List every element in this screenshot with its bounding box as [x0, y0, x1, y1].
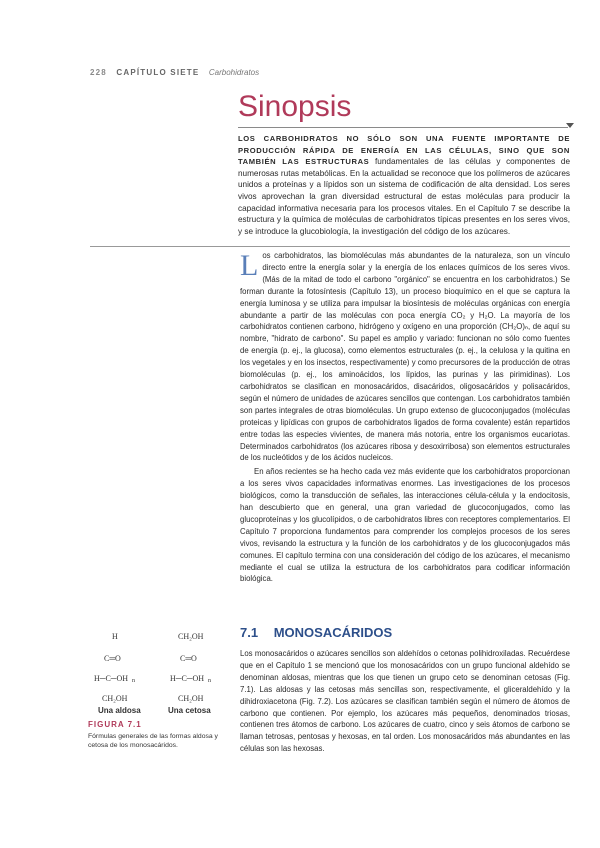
section-number: 7.1: [240, 625, 259, 640]
aldose-h-top: H: [112, 632, 118, 641]
aldose-ch2oh-bottom: CH₂OH: [102, 694, 128, 703]
section-paragraph: Los monosacáridos o azúcares sencillos son aldehídos o cetonas polihidroxiladas. Recuérdese que en el Capítulo 1 se mencionó que los monosacáridos con un grupo funcional aldehído se denominan aldosas, mientras que los que tienen un grupo ceto se denominan cetosas (Fig. 7.1). Las aldosas y las cetosas más sencillas son, respectivamente, el gliceraldehído y la dihidroxiacetona (Fig. 7.2). Los azúcares se clasifican también según el número de átomos de carbono que contienen. Por ejemplo, los azúcares más pequeños, denominados triosas, contienen tres átomos de carbono. Los azúcares de cuatro, cinco y seis átomos de carbono se llaman tetrosas, pentosas y hexosas, en tal orden. Los monosacáridos más abundantes en las células son las hexosas.: [240, 649, 570, 754]
chapter-subtitle: Carbohidratos: [208, 68, 260, 77]
drop-cap: L: [240, 249, 259, 282]
aldose-label: Una aldosa: [98, 706, 141, 715]
section-body: [240, 648, 570, 755]
ketose-chain-n: n: [208, 678, 211, 684]
page-title: Sinopsis: [238, 90, 352, 123]
ketose-chain-unit: H─C─OH: [170, 674, 205, 683]
title-rule: [238, 127, 568, 128]
page-number: 228: [90, 68, 107, 77]
section-divider: [90, 246, 570, 247]
chapter-label: CAPÍTULO SIETE: [116, 68, 200, 77]
running-header: [90, 68, 259, 77]
lead-caps: LOS CARBOHIDRATOS NO SÓLO SON UNA FUENTE IMPORTANTE DE PRODUCCIÓN RÁPIDA DE ENERGÍA EN LAS CÉLULAS, SINO QUE SON TAMBIÉN LAS ESTRUCTURAS: [238, 134, 570, 167]
lead-text: fundamentales de las células y componentes de numerosas rutas metabólicas. En la actualidad se reconoce que los polímeros de azúcares unidos a proteínas y a lípidos son un sistema de codificación de alta densidad. Los seres vivos aprovechan la gran diversidad estructural de estas moléculas para producir la capacidad informativa necesaria para los procesos vitales. En el Capítulo 7 se describe la estructura y la química de moléculas de carbohidratos típicas presentes en los seres vivos, y se introduce la glucobiología, la investigación del código de los azúcares.: [238, 157, 570, 236]
aldose-chain-unit: H─C─OH: [94, 674, 129, 683]
ketose-carbonyl: C═O: [180, 654, 197, 663]
figure-structures: [90, 632, 230, 712]
figure-label: FIGURA 7.1: [88, 720, 142, 729]
section-heading: [240, 625, 392, 640]
ketose-label: Una cetosa: [168, 706, 211, 715]
figure-caption: Fórmulas generales de las formas aldosa y cetosa de los monosacáridos.: [88, 733, 218, 749]
intro-paragraph-2: En años recientes se ha hecho cada vez más evidente que los carbohidratos proporcionan a los seres vivos capacidades informativas enormes. Las investigaciones de los procesos biológicos, como la transducción de señales, las interacciones célula-célula y la endocitosis, han descubierto que en general, una gran variedad de glucoconjugados, como las glucoproteínas y los glucolípidos, o de carbohidratos libres con receptores complementarios. El Capítulo 7 proporciona fundamentos para comprender los complejos procesos de los seres vivos, revisando la estructura y la función de los carbohidratos y de los glucoconjugados más comunes. El capítulo termina con una consideración del código de los azúcares, el mecanismo mediante el cual se utiliza la estructura de los carbohidratos para codificar información biológica.: [240, 467, 570, 584]
aldose-carbonyl: C═O: [104, 654, 121, 663]
intro-body: [240, 250, 570, 585]
intro-paragraph-1: [240, 250, 570, 464]
ketose-ch2oh-bottom: CH₂OH: [178, 694, 204, 703]
ketose-ch2oh-top: CH₂OH: [178, 632, 204, 641]
lead-paragraph: [238, 133, 570, 237]
aldose-chain-n: n: [132, 678, 135, 684]
rule-marker-icon: [566, 123, 574, 128]
section-title: MONOSACÁRIDOS: [273, 625, 393, 640]
intro-paragraph-1-text: os carbohidratos, las biomoléculas más abundantes de la naturaleza, son un vínculo directo entre la energía solar y la energía de los enlaces químicos de los seres vivos. (Más de la mitad de todo el carbono "orgánico" se encuentra en los carbohidratos.) Se forman durante la fotosíntesis (Capítulo 13), un proceso bioquímico en el que se captura la energía luminosa y se utiliza para impulsar la biosíntesis de moléculas orgánicas con energía abundante a partir de las moléculas con poca energía CO₂ y H₂O. La mayoría de los carbohidratos contienen carbono, hidrógeno y oxígeno en una proporción (CH₂O)ₙ, de aquí su nombre, "hidrato de carbono". Su papel es amplio y variado: funcionan no sólo como fuentes de energía (p. ej., la glucosa), como elementos estructurales (p. ej., la celulosa y la quitina en los vegetales y en los insectos, respectivamente) y como precursores de la producción de otras biomoléculas (p. ej., los aminoácidos, los lípidos, las purinas y las pirimidinas). Los carbohidratos se clasifican en monosacáridos, disacáridos, oligosacáridos y polisacáridos, según el número de unidades de azúcares sencillos que contengan. Los carbohidratos también son partes integrales de otras biomoléculas. Un grupo extenso de glucoconjugados (moléculas proteicas y lipídicas con grupos de carbohidratos ligados de forma covalente) están repartidos entre todas las especies vivientes, de manera más notoria, entre los organismos eucariotas. Determinados carbohidratos (los azúcares ribosa y desoxirribosa) son elementos estructurales de los nucleótidos y de los ácidos nucleicos.: [240, 251, 570, 463]
